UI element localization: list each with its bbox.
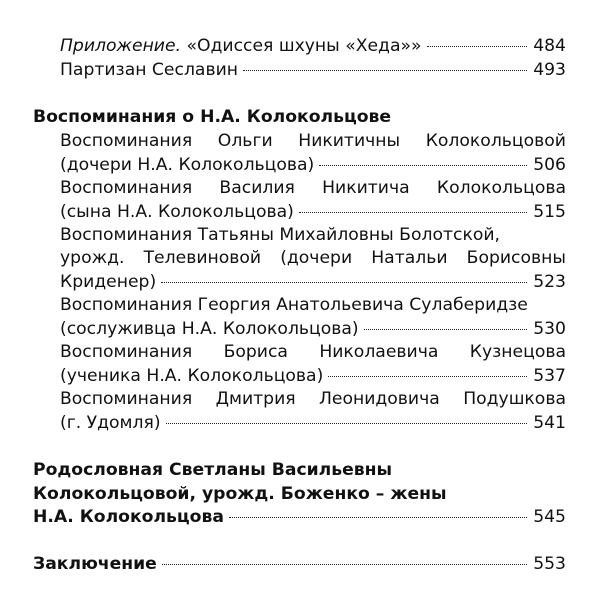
page-number: 541 bbox=[533, 413, 566, 433]
dot-leader bbox=[161, 282, 527, 283]
toc-entry-memoir-5-line2[interactable] bbox=[60, 364, 566, 388]
toc-entry-conclusion[interactable] bbox=[33, 552, 566, 576]
word: (дочери bbox=[280, 248, 353, 268]
word: Натальи bbox=[371, 248, 448, 268]
section-heading-genealogy-line3[interactable] bbox=[33, 505, 566, 529]
toc-entry-title: (дочери Н.А. Колокольцова) bbox=[60, 155, 315, 175]
toc-entry-title: (г. Удомля) bbox=[60, 413, 161, 433]
dot-leader bbox=[166, 423, 528, 424]
toc-entry-memoir-2-line1[interactable] bbox=[60, 176, 566, 200]
word: Василия bbox=[219, 178, 295, 198]
word: Никитича bbox=[322, 178, 410, 198]
word: Телевиновой bbox=[143, 248, 262, 268]
word: Воспоминания bbox=[60, 178, 193, 198]
toc-entry-memoir-5-line1[interactable] bbox=[60, 340, 566, 364]
page-number: 530 bbox=[533, 319, 566, 339]
toc-entry-memoir-2-line2[interactable] bbox=[60, 200, 566, 224]
page-number: 493 bbox=[533, 60, 566, 80]
toc-entry-memoir-4-line1[interactable]: Воспоминания Георгия Анатольевича Сулаберидзе bbox=[60, 295, 528, 315]
word: Воспоминания bbox=[60, 131, 193, 151]
toc-entry-title: Н.А. Колокольцова bbox=[33, 507, 224, 527]
page-number: 553 bbox=[533, 554, 566, 574]
toc-entry-title: (сына Н.А. Колокольцова) bbox=[60, 202, 294, 222]
toc-entry-title: (ученика Н.А. Колокольцова) bbox=[60, 366, 324, 386]
toc-entry-memoir-6-line1[interactable] bbox=[60, 387, 566, 411]
word: Колокольцовой bbox=[425, 131, 566, 151]
toc-entry-memoir-3-line1[interactable]: Воспоминания Татьяны Михайловны Болотской, bbox=[60, 225, 500, 245]
dot-leader bbox=[162, 564, 527, 565]
page-number: 545 bbox=[533, 507, 566, 527]
word: Леонидовича bbox=[318, 389, 440, 409]
word: Николаевича bbox=[319, 342, 439, 362]
word: Воспоминания bbox=[60, 342, 193, 362]
toc-entry-title: (сослуживца Н.А. Колокольцова) bbox=[60, 319, 359, 339]
toc-entry-memoir-3-line2[interactable] bbox=[60, 246, 566, 270]
dot-leader bbox=[319, 165, 527, 166]
toc-entry-memoir-1-line1[interactable] bbox=[60, 129, 566, 153]
toc-entry-memoir-6-line2[interactable] bbox=[60, 411, 566, 435]
toc-entry-memoir-4-line2[interactable] bbox=[60, 317, 566, 341]
page-number: 523 bbox=[533, 272, 566, 292]
dot-leader bbox=[243, 70, 527, 71]
page-number: 537 bbox=[533, 366, 566, 386]
word: Кузнецова bbox=[469, 342, 566, 362]
dot-leader bbox=[328, 376, 527, 377]
word: урожд. bbox=[60, 248, 125, 268]
toc-entry-appendix[interactable] bbox=[60, 34, 566, 58]
appendix-prefix: Приложение. bbox=[60, 36, 182, 56]
toc-entry-memoir-3-line3[interactable] bbox=[60, 270, 566, 294]
section-heading-genealogy-line2[interactable]: Колокольцовой, урожд. Боженко – жены bbox=[33, 484, 447, 504]
toc-entry-title: Партизан Сеславин bbox=[60, 60, 239, 80]
word: Бориса bbox=[223, 342, 288, 362]
page-number: 506 bbox=[533, 155, 566, 175]
dot-leader bbox=[427, 46, 528, 47]
word: Колокольцова bbox=[436, 178, 566, 198]
toc-entry-title bbox=[60, 34, 422, 58]
section-heading-memoirs[interactable]: Воспоминания о Н.А. Колокольцове bbox=[33, 107, 392, 127]
word: Борисовны bbox=[466, 248, 566, 268]
page-number: 484 bbox=[533, 36, 566, 56]
word: Подушкова bbox=[463, 389, 566, 409]
word: Никитичны bbox=[298, 131, 401, 151]
toc-entry-title: Криденер) bbox=[60, 272, 157, 292]
toc-entry-memoir-1-line2[interactable] bbox=[60, 153, 566, 177]
toc-entry-partisan[interactable] bbox=[60, 58, 566, 82]
toc-entry-title: Заключение bbox=[33, 554, 157, 574]
word: Воспоминания bbox=[60, 389, 193, 409]
word: Дмитрия bbox=[215, 389, 296, 409]
page-number: 515 bbox=[533, 202, 566, 222]
section-heading-genealogy-line1[interactable]: Родословная Светланы Васильевны bbox=[33, 460, 393, 480]
word: Ольги bbox=[217, 131, 273, 151]
dot-leader bbox=[364, 329, 528, 330]
appendix-title: «Одиссея шхуны «Хеда»» bbox=[181, 36, 422, 56]
dot-leader bbox=[299, 212, 527, 213]
dot-leader bbox=[229, 517, 527, 518]
